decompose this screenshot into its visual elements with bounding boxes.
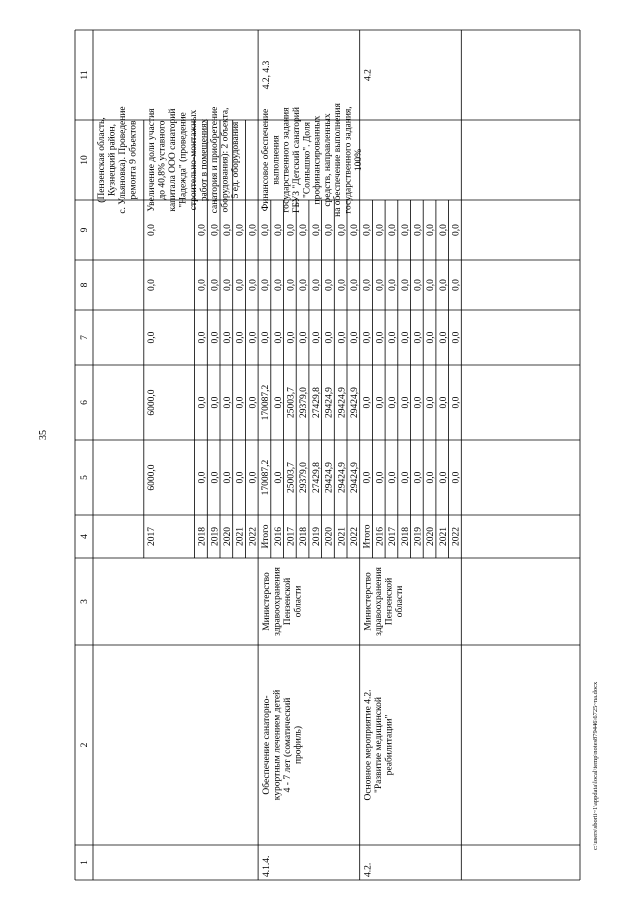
value-cell: 0,0 [299,279,310,291]
column-number: 11 [80,70,90,80]
value-cell: 0,0 [362,224,373,236]
result-text: 100% [353,148,364,172]
value-cell: 0,0 [273,471,284,484]
top-text-col10-b: капитала ООО санаторий [167,108,178,212]
value-cell: 0,0 [350,279,360,291]
value-cell: 29424,9 [337,462,348,493]
value-cell: 29424,9 [350,462,360,493]
value-cell: 0,0 [375,331,386,344]
value-cell: 0,0 [286,331,297,344]
value-cell: 0,0 [388,471,399,484]
column-number: 1 [80,860,90,865]
value-cell: 0,0 [426,471,437,484]
year-cell: 2016 [273,527,284,546]
value-cell: 0,0 [286,279,297,291]
value-cell: 0,0 [451,331,462,344]
value-cell: 29424,9 [324,387,335,418]
value-cell: 0,0 [248,471,259,484]
year-cell: Итого [261,524,272,549]
value-cell: 0,0 [235,331,246,344]
column-number: 7 [80,335,90,340]
value-cell: 0,0 [388,279,399,291]
value-cell: 0,0 [438,331,449,344]
value-cell: 0,0 [273,224,284,236]
page-number: 35 [38,430,49,440]
value-cell: 0,0 [451,279,462,291]
value-cell: 0,0 [400,471,411,484]
value-cell: 0,0 [400,331,411,344]
year-cell: 2020 [223,527,233,546]
value-cell: 27429,8 [311,462,322,493]
value-cell: 0,0 [146,279,157,291]
value-cell: 0,0 [400,279,411,291]
top-text-col10: Кузнецкий район, [107,124,118,196]
column-number: 2 [80,742,90,748]
value-cell: 0,0 [197,331,208,344]
value-cell: 0,0 [197,471,208,484]
value-cell: 0,0 [311,224,322,236]
value-cell: 0,0 [223,396,233,409]
year-cell: 2022 [350,527,360,546]
value-cell: 0,0 [451,471,462,484]
top-text-col10-b: до 40,8% уставного [157,120,168,200]
value-cell: 0,0 [375,224,386,236]
value-cell: 0,0 [146,224,157,236]
indicator-ref: 4.2, 4.3 [262,60,273,90]
value-cell: 0,0 [375,396,386,409]
value-cell: 0,0 [273,331,284,344]
value-cell: 0,0 [388,396,399,409]
top-text-col10-b: "Надежда" (проведение [178,112,189,208]
measure-name: Обеспечение санаторно- [262,695,273,795]
value-cell: 25003,7 [286,462,297,493]
value-cell: 0,0 [235,279,246,291]
executor-name: Министерство [363,572,374,631]
executor-name: Пензенской [384,577,395,626]
year-cell: 2020 [324,527,335,546]
value-cell: 0,0 [261,279,272,291]
value-cell: 0,0 [210,224,221,236]
row-number: 4.1.4. [262,855,273,877]
executor-name: Министерство [262,572,273,631]
value-cell: 170087,2 [261,459,272,496]
column-number: 8 [80,282,90,288]
value-cell: 0,0 [311,331,322,344]
column-number: 4 [80,534,90,539]
value-cell: 0,0 [235,471,246,484]
table-body [75,30,580,880]
value-cell: 0,0 [388,331,399,344]
top-text-col10: с. Ульяновка). Проведение [118,106,128,214]
year-cell: 2019 [413,527,424,546]
column-number: 10 [80,155,90,165]
year-cell: 2018 [299,527,310,546]
value-cell: 0,0 [248,224,259,236]
value-cell: 0,0 [210,396,221,409]
value-cell: 0,0 [426,396,437,409]
value-cell: 0,0 [350,224,360,236]
measure-name: Основное мероприятие 4.2. [363,689,374,801]
year-cell: 2022 [451,527,462,546]
value-cell: 27429,8 [311,387,322,418]
value-cell: 0,0 [223,331,233,344]
value-cell: 0,0 [311,279,322,291]
value-cell: 0,0 [413,396,424,409]
value-cell: 0,0 [261,224,272,236]
value-cell: 0,0 [375,279,386,291]
value-cell: 0,0 [426,224,437,236]
measure-name: "Развитие медицинской [374,697,385,793]
result-text: Финансовое обеспечение [261,108,272,212]
value-cell: 0,0 [299,224,310,236]
value-cell: 0,0 [413,471,424,484]
value-cell: 0,0 [210,471,221,484]
value-cell: 0,0 [324,279,335,291]
value-cell: 0,0 [248,396,259,409]
year-cell: 2017 [146,527,157,546]
value-cell: 0,0 [324,224,335,236]
value-cell: 0,0 [413,331,424,344]
value-cell: 0,0 [413,279,424,291]
year-cell: 2017 [388,527,399,546]
year-cell: 2020 [426,527,437,546]
value-cell: 0,0 [299,331,310,344]
year-cell: 2018 [197,527,208,546]
value-cell: 0,0 [350,331,360,344]
value-cell: 0,0 [286,224,297,236]
column-number: 6 [80,400,90,405]
value-cell: 0,0 [362,331,373,344]
indicator-ref: 4.2 [363,69,374,81]
value-cell: 170087,2 [261,384,272,421]
top-text-col10-b: работ в помещениях [199,118,210,202]
result-text: средств, направленных [322,113,333,207]
measure-name: курортным лечением детей [272,689,283,801]
top-text-col10-b: строительно-монтажных [188,109,199,211]
value-cell: 0,0 [337,331,348,344]
value-cell: 0,0 [248,279,259,291]
value-cell: 0,0 [362,279,373,291]
result-text: "Солнышко". Доля [302,121,313,199]
value-cell: 0,0 [426,331,437,344]
value-cell: 0,0 [451,396,462,409]
value-cell: 0,0 [324,331,335,344]
measure-name: реабилитации" [384,714,395,776]
value-cell: 0,0 [362,471,373,484]
measure-name: 4 - 7 лет (соматический [283,697,294,793]
measure-name: профиль) [293,725,304,765]
row-number: 4.2. [363,862,374,877]
top-text-col10-b: 5 ед. оборудования [230,121,241,199]
executor-name: области [293,585,304,618]
value-cell: 29424,9 [324,462,335,493]
year-cell: 2019 [311,527,322,546]
value-cell: 0,0 [197,396,208,409]
value-cell: 0,0 [451,224,462,236]
top-text-col10-b: оборудования): 2 объекта, [220,107,231,213]
value-cell: 25003,7 [286,387,297,418]
value-cell: 0,0 [400,224,411,236]
year-cell: Итого [362,524,373,549]
result-text: государственного задания [281,107,292,213]
value-cell: 0,0 [197,279,208,291]
year-cell: 2018 [400,527,411,546]
value-cell: 0,0 [223,279,233,291]
result-text: ГБУЗ "Детский санаторий [292,107,302,213]
executor-name: Пензенской [283,577,294,626]
value-cell: 29424,9 [337,387,348,418]
top-text-col10: ремонта 9 объектов [128,120,139,200]
value-cell: 0,0 [223,224,233,236]
value-cell: 0,0 [261,331,272,344]
value-cell: 0,0 [248,331,259,344]
executor-name: здравоохранения [374,567,385,636]
value-cell: 0,0 [235,224,246,236]
value-cell: 0,0 [400,396,411,409]
value-cell: 0,0 [337,224,348,236]
value-cell: 0,0 [426,279,437,291]
value-cell: 0,0 [210,279,221,291]
value-cell: 0,0 [438,279,449,291]
value-cell: 0,0 [197,224,208,236]
footer-file-path: c:\users\sborii~1\appdata\local\temp\notes879446\6725~na.docx [592,681,599,850]
executor-name: здравоохранения [272,567,283,636]
column-number: 9 [80,227,90,233]
value-cell: 29379,0 [299,462,310,493]
column-number: 5 [80,475,90,480]
value-cell: 0,0 [375,471,386,484]
value-cell: 0,0 [413,224,424,236]
year-cell: 2021 [235,527,246,546]
year-cell: 2022 [248,527,259,546]
executor-name: области [395,585,406,618]
year-cell: 2021 [438,527,449,546]
result-text: профинансированных [312,115,323,205]
value-cell: 0,0 [210,331,221,344]
result-text: выполнения [271,135,282,185]
year-cell: 2016 [375,527,386,546]
value-cell: 0,0 [235,396,246,409]
value-cell: 29424,9 [350,387,360,418]
column-number: 3 [80,599,90,604]
value-cell: 0,0 [438,224,449,236]
value-cell: 29379,0 [299,387,310,418]
value-cell: 6000,0 [146,464,157,491]
result-text: на обеспечение выполнения [333,103,344,217]
value-cell: 0,0 [362,396,373,409]
value-cell: 6000,0 [146,389,157,416]
value-cell: 0,0 [273,396,284,409]
year-cell: 2017 [286,527,297,546]
year-cell: 2019 [210,527,221,546]
value-cell: 0,0 [223,471,233,484]
top-text-col10-b: Увеличение доли участия [146,108,157,212]
top-text-col10-b: санатория и приобретение [209,106,220,214]
value-cell: 0,0 [388,224,399,236]
year-cell: 2021 [337,527,348,546]
value-cell: 0,0 [273,279,284,291]
top-text-col10: (Пензенская область, [97,117,107,203]
value-cell: 0,0 [438,471,449,484]
value-cell: 0,0 [337,279,348,291]
value-cell: 0,0 [438,396,449,409]
value-cell: 0,0 [146,331,157,344]
result-text: государственного задания, [343,106,354,214]
